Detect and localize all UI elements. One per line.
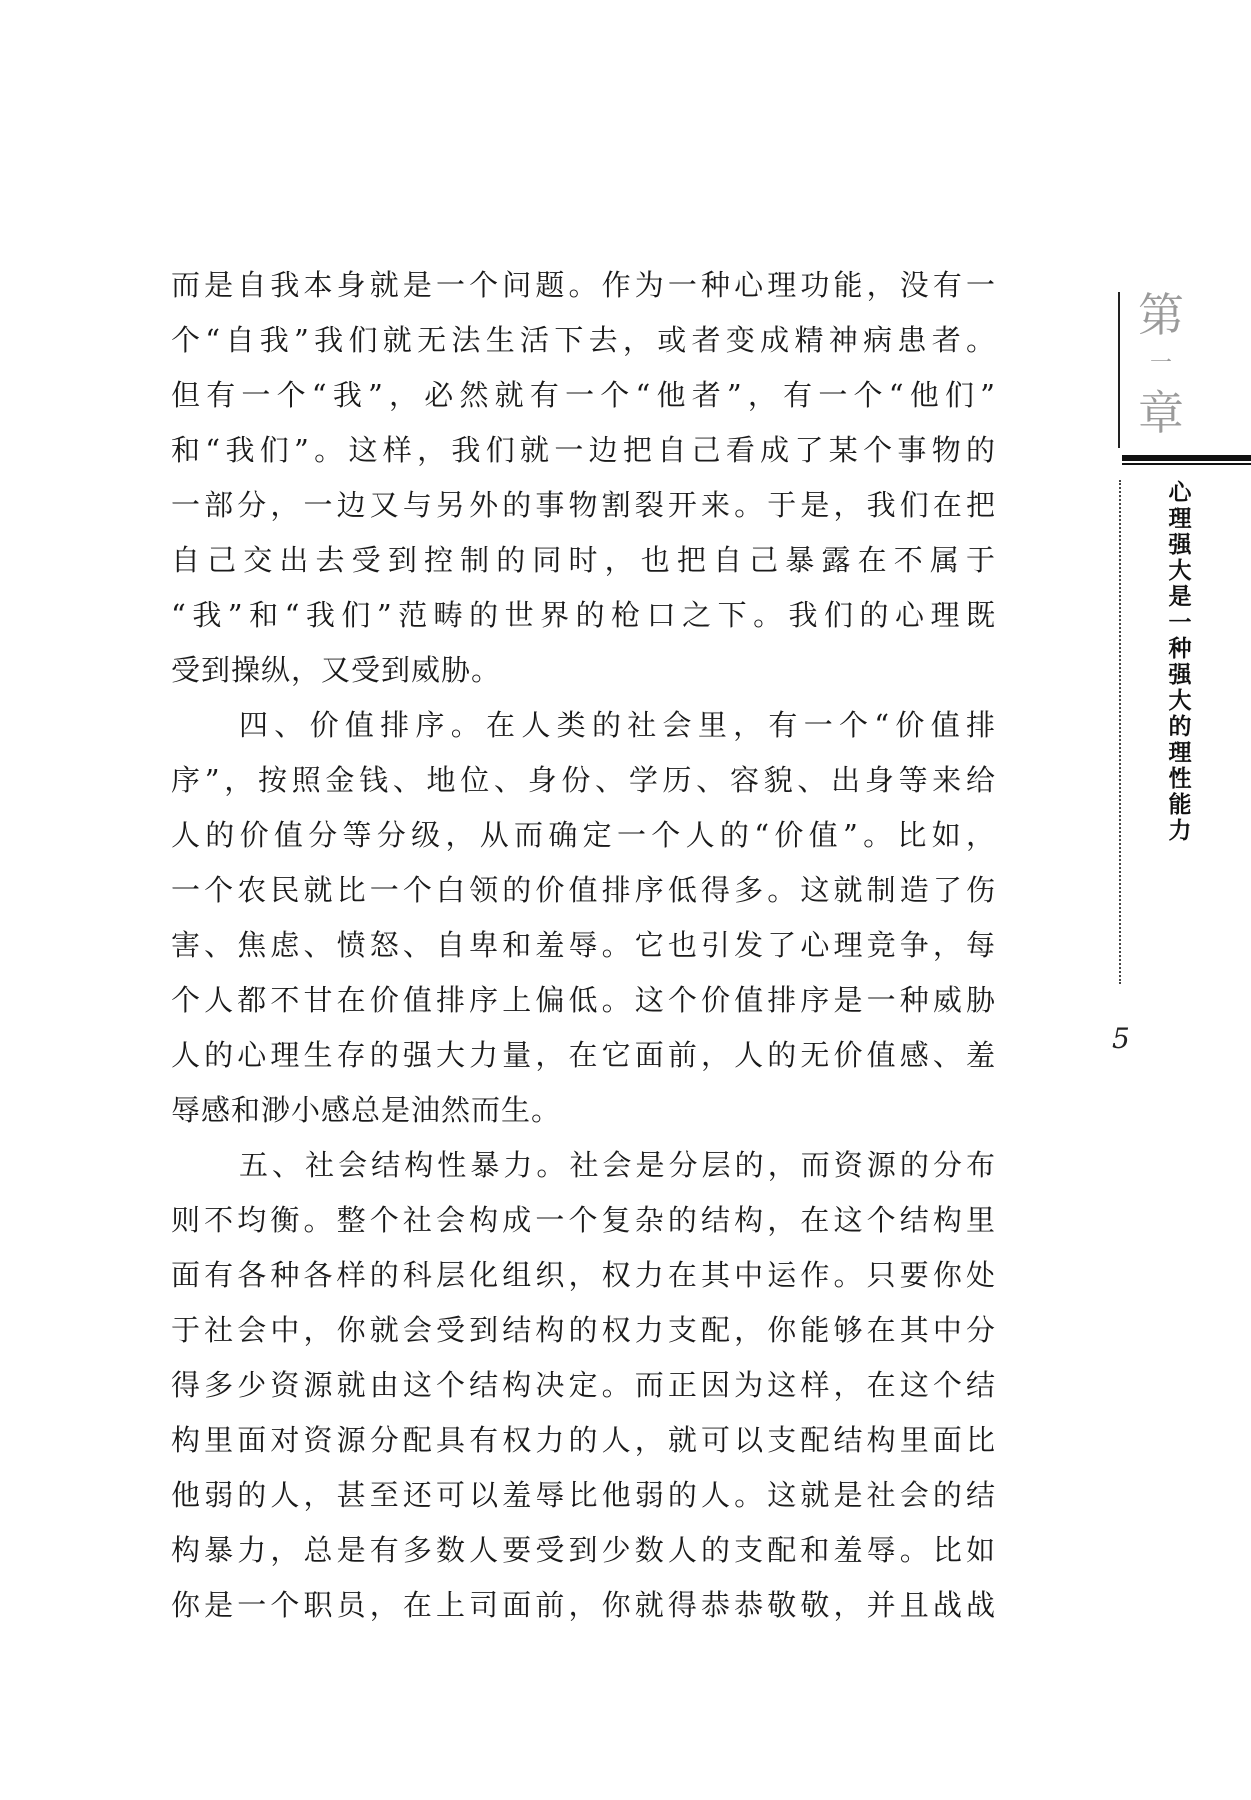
body-text xyxy=(171,258,996,1633)
text-line: 但有一个“我”，必然就有一个“他者”，有一个“他们” xyxy=(171,378,996,412)
chapter-char-bottom: 章 xyxy=(1138,386,1184,440)
text-line: 和“我们”。这样，我们就一边把自己看成了某个事物的 xyxy=(171,433,996,467)
text-line: 人的价值分等分级，从而确定一个人的“价值”。比如， xyxy=(171,818,996,852)
page-number: 5 xyxy=(1112,1022,1130,1055)
chapter-mark xyxy=(1126,288,1196,448)
side-rule xyxy=(1118,292,1120,448)
text-line: 他弱的人，甚至还可以羞辱比他弱的人。这就是社会的结 xyxy=(171,1478,996,1512)
text-line: “我”和“我们”范畴的世界的枪口之下。我们的心理既 xyxy=(171,598,996,632)
text-line: 人的心理生存的强大力量，在它面前，人的无价值感、羞 xyxy=(171,1038,996,1072)
text-line: 五、社会结构性暴力。社会是分层的，而资源的分布 xyxy=(239,1148,996,1182)
text-line: 一部分，一边又与另外的事物割裂开来。于是，我们在把 xyxy=(171,488,996,522)
chapter-char-mid: 一 xyxy=(1149,351,1172,376)
text-line: 你是一个职员，在上司面前，你就得恭恭敬敬，并且战战 xyxy=(171,1588,996,1622)
text-line: 辱感和渺小感总是油然而生。 xyxy=(171,1093,562,1127)
text-line: 而是自我本身就是一个问题。作为一种心理功能，没有一 xyxy=(171,268,996,302)
text-line: 受到操纵，又受到威胁。 xyxy=(171,653,502,687)
text-line: 构里面对资源分配具有权力的人，就可以支配结构里面比 xyxy=(171,1423,996,1457)
text-line: 四、价值排序。在人类的社会里，有一个“价值排 xyxy=(239,708,996,742)
text-line: 序”，按照金钱、地位、身份、学历、容貌、出身等来给 xyxy=(171,763,996,797)
text-line: 个人都不甘在价值排序上偏低。这个价值排序是一种威胁 xyxy=(171,983,996,1017)
text-line: 自己交出去受到控制的同时，也把自己暴露在不属于 xyxy=(171,543,996,577)
text-line: 害、焦虑、愤怒、自卑和羞辱。它也引发了心理竞争，每 xyxy=(171,928,996,962)
dotted-rule xyxy=(1119,480,1121,984)
text-line: 得多少资源就由这个结构决定。而正因为这样，在这个结 xyxy=(171,1368,996,1402)
section-divider-thin xyxy=(1122,463,1251,465)
section-divider xyxy=(1122,455,1251,461)
chapter-char-top: 第 xyxy=(1138,288,1184,342)
text-line: 面有各种各样的科层化组织，权力在其中运作。只要你处 xyxy=(171,1258,996,1292)
running-title: 心理强大是一种强大的理性能力 xyxy=(1168,480,1192,844)
text-line: 构暴力，总是有多数人要受到少数人的支配和羞辱。比如 xyxy=(171,1533,996,1567)
text-line: 于社会中，你就会受到结构的权力支配，你能够在其中分 xyxy=(171,1313,996,1347)
text-line: 一个农民就比一个白领的价值排序低得多。这就制造了伤 xyxy=(171,873,996,907)
text-line: 个“自我”我们就无法生活下去，或者变成精神病患者。 xyxy=(171,323,996,357)
text-line: 则不均衡。整个社会构成一个复杂的结构，在这个结构里 xyxy=(171,1203,996,1237)
